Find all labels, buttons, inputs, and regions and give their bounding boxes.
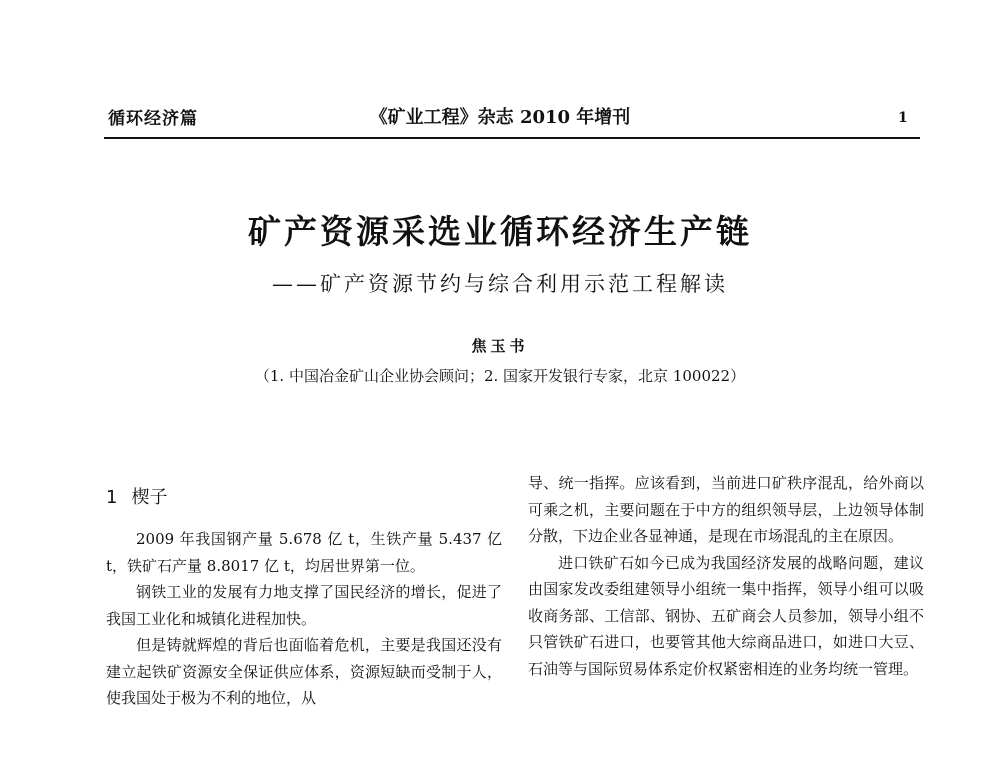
section-heading (106, 483, 167, 509)
author-affiliation: （1. 中国冶金矿山企业协会顾问；2. 国家开发银行专家，北京 100022） (254, 367, 746, 385)
section-title: 楔子 (131, 487, 168, 508)
paragraph: 进口铁矿石如今已成为我国经济发展的战略问题，建议由国家发改委组建领导小组统一集中指挥，领导小组可以吸收商务部、工信部、钢协、五矿商会人员参加，领导小组不只管铁矿石进口，也要管其他大综商品进口，如进口大豆、石油等与国际贸易体系定价权紧密相连的业务均统一管理。 (528, 553, 924, 678)
header-divider (104, 137, 920, 139)
article-subtitle: ——矿产资源节约与综合利用示范工程解读 (272, 272, 728, 296)
paragraph: 导、统一指挥。应该看到，当前进口矿秩序混乱，给外商以可乘之机，主要问题在于中方的组织领导层，上边领导体制分散，下边企业各显神通，是现在市场混乱的主在原因。 (528, 474, 924, 545)
paragraph: 钢铁工业的发展有力地支撑了国民经济的增长，促进了我国工业化和城镇化进程加快。 (106, 583, 502, 628)
paragraph: 2009 年我国钢产量 5.678 亿 t，生铁产量 5.437 亿 t，铁矿石产量 8.8017 亿 t，均居世界第一位。 (106, 530, 502, 575)
page-number: 1 (898, 110, 908, 126)
article-title: 矿产资源采选业循环经济生产链 (248, 212, 752, 251)
left-column (106, 526, 502, 712)
author-name: 焦玉书 (471, 337, 529, 355)
section-number: 1 (106, 487, 118, 508)
running-header-section: 循环经济篇 (108, 109, 198, 129)
running-header-journal: 《矿业工程》杂志 2010 年增刊 (369, 107, 631, 128)
right-column (528, 470, 924, 682)
paragraph: 但是铸就辉煌的背后也面临着危机，主要是我国还没有建立起铁矿资源安全保证供应体系，资源短缺而受制于人，使我国处于极为不利的地位，从 (106, 636, 502, 707)
